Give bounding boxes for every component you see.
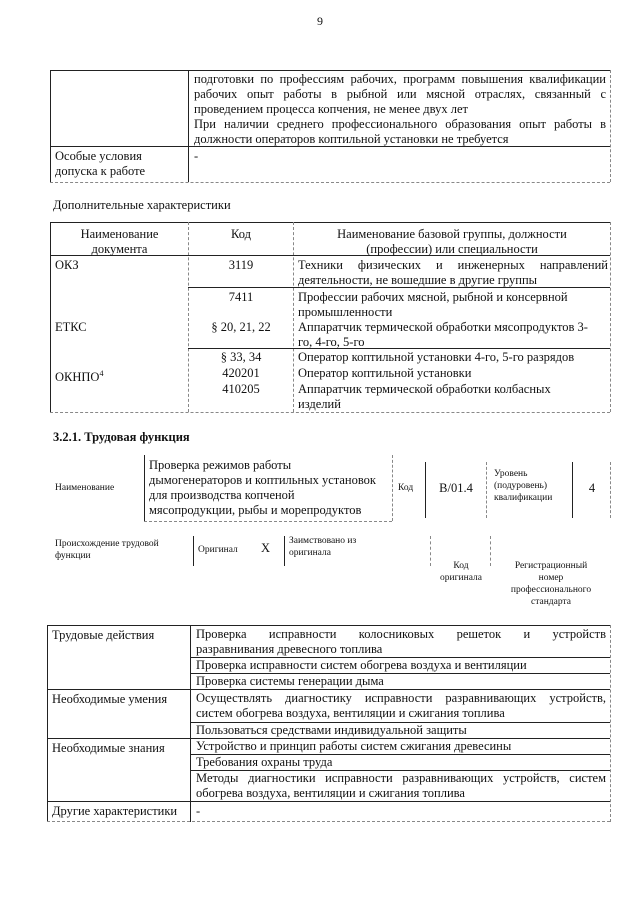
function-name-line: дымогенераторов и коптильных установок [149,473,377,487]
knowledge-line: обогрева воздуха, вентиляции и сжигания топлива [196,786,465,800]
continued-line: рабочих опыт работы в рыбной или мясной отраслях, связанный с [194,87,606,101]
function-name-line: Проверка режимов работы [149,458,292,472]
name-line: Техники физических и инженерных направлений [298,258,608,272]
origin-label-line: Происхождение трудовой [55,539,159,549]
origin-label-line: функции [55,551,91,561]
code-cell: 410205 [222,382,260,396]
header-base-group [296,227,608,257]
labor-action-line: разравнивания древесного топлива [196,642,383,656]
code-cell: § 33, 34 [220,350,262,364]
special-conditions-label-line: допуска к работе [55,164,146,178]
level-value: 4 [588,481,596,495]
origin-code-label [430,560,492,584]
knowledge-item: Устройство и принцип работы систем сжигания древесины [196,739,512,753]
knowledge-item: Требования охраны труда [196,755,333,769]
reg-number-label-line: профессионального [510,585,592,595]
doc-oknpo [55,366,103,385]
skills-label: Необходимые умения [52,692,168,706]
code-cell: 420201 [222,366,260,380]
name-line: промышленности [298,305,393,319]
labor-action-item [196,627,606,657]
additional-title: Дополнительные характеристики [53,198,231,212]
header-line: (профессии) или специальности [366,242,538,256]
level-label [494,468,570,504]
code-cell: 3119 [228,258,254,272]
name-cell [298,320,608,350]
continued-line: При наличии среднего профессионального образования опыт работы в [194,117,606,131]
other-value: - [196,804,201,818]
skill-item: Пользоваться средствами индивидуальной защиты [196,723,467,737]
level-label-line: Уровень [494,469,528,479]
header-line: документа [91,242,148,256]
special-conditions-label [55,149,185,179]
code-label: Код [398,483,414,493]
reg-number-label-line: стандарта [531,597,571,607]
code-cell: § 20, 21, 22 [211,320,271,334]
name-cell: Оператор коптильной установки 4-го, 5-го разрядов [298,350,575,364]
knowledge-item [196,771,606,801]
function-name-line: для производства копченой [149,488,295,502]
page-number: 9 [317,14,323,28]
code-cell: 7411 [228,290,254,304]
name-line: деятельности, не вошедшие в другие группы [298,273,538,287]
origin-code-label-line: Код [453,561,469,571]
labor-action-item: Проверка исправности систем обогрева воздуха и вентиляции [196,658,527,672]
function-name-line: мясопродукции, рыбы и морепродуктов [149,503,362,517]
header-line: Наименование [80,227,159,241]
labor-action-item: Проверка системы генерации дыма [196,674,384,688]
level-label-line: квалификации [494,493,553,503]
header-line: Наименование базовой группы, должности [337,227,567,241]
name-line: изделий [298,397,341,411]
skill-item [196,691,606,721]
name-cell [298,290,608,320]
footnote-mark: 4 [99,369,104,378]
name-label: Наименование [55,483,115,493]
knowledge-label: Необходимые знания [52,741,165,755]
skill-line: Осуществлять диагностику исправности разравнивающих устройств, [196,691,606,705]
function-name-value [149,458,389,518]
name-line: го, 4-го, 5-го [298,335,365,349]
continued-line: проведением процесса копчения, не менее двух лет [194,102,468,116]
name-cell: Оператор коптильной установки [298,366,472,380]
reg-number-label-line: Регистрационный [514,561,588,571]
doc-oknpo-label: ОКНПО [55,370,100,385]
borrowed-label [289,535,389,559]
skill-line: систем обогрева воздуха, вентиляции и сжигания топлива [196,706,505,720]
name-cell [298,258,608,288]
continued-requirements-text [194,72,606,147]
doc-etks: ЕТКС [55,320,87,334]
labor-action-line: Проверка исправности колосниковых решеток и устройств [196,627,606,641]
labor-actions-label: Трудовые действия [52,628,155,642]
reg-number-label-line: номер [538,573,564,583]
name-cell [298,382,608,412]
level-label-line: (подуровень) [494,481,548,491]
special-conditions-value: - [194,149,199,163]
borrowed-label-line: Заимствовано из [289,536,357,546]
origin-code-label-line: оригинала [440,573,482,583]
original-label: Оригинал [198,545,238,555]
origin-label [55,538,190,562]
code-value: B/01.4 [439,481,473,495]
doc-okz: ОКЗ [55,258,79,272]
borrowed-label-line: оригинала [289,548,331,558]
name-line: Аппаратчик термической обработки колбасных [298,382,551,396]
header-document-name [52,227,187,257]
special-conditions-label-line: Особые условия [55,149,142,163]
section-title: 3.2.1. Трудовая функция [53,430,190,444]
continued-line: подготовки по профессиям рабочих, программ повышения квалификации [194,72,606,86]
reg-number-label [495,560,607,608]
knowledge-line: Методы диагностики исправности разравнивающих устройств, систем [196,771,606,785]
name-line: Аппаратчик термической обработки мясопродуктов 3- [298,320,588,334]
original-mark: X [261,541,271,555]
continued-line: должности операторов коптильной установки не требуется [194,132,509,146]
other-label: Другие характеристики [52,804,178,818]
name-line: Профессии рабочих мясной, рыбной и консервной [298,290,568,304]
header-code: Код [231,227,251,241]
